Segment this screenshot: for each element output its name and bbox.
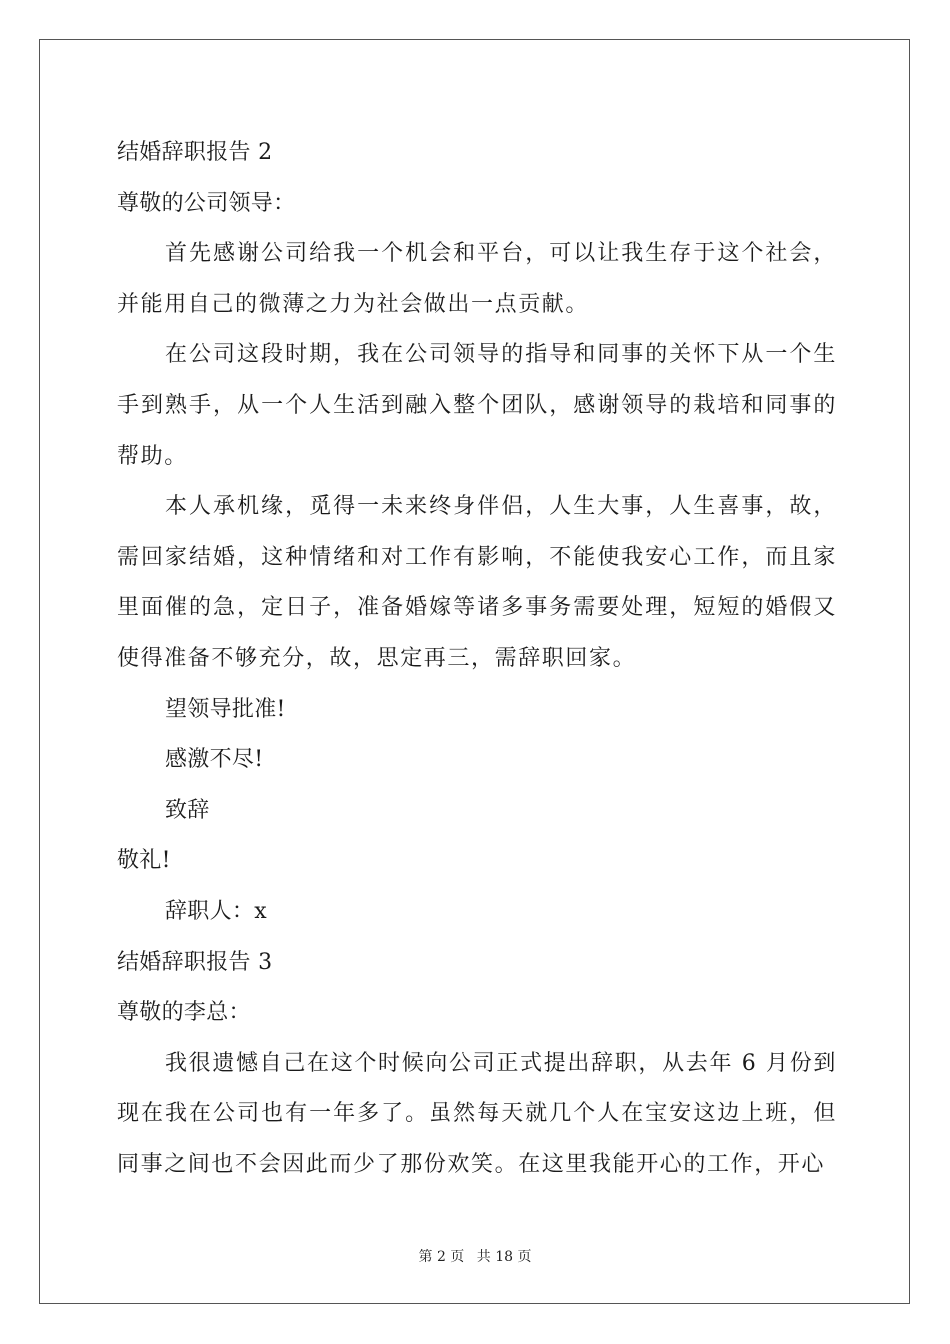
paragraph: 首先感谢公司给我一个机会和平台，可以让我生存于这个社会，并能用自己的微薄之力为社会做出一点贡献。 [117, 241, 837, 317]
paragraph: 在公司这段时期，我在公司领导的指导和同事的关怀下从一个生手到熟手，从一个人生活到融入整个团队，感谢领导的栽培和同事的帮助。 [117, 342, 837, 469]
page-number: 第 2 页 [418, 1249, 465, 1265]
signature: 辞职人：x [165, 898, 267, 924]
document-body [117, 128, 837, 1190]
page-total: 共 18 页 [476, 1249, 532, 1265]
salutation: 尊敬的公司领导： [117, 190, 296, 216]
section-title: 结婚辞职报告 3 [117, 949, 273, 975]
regards: 敬礼! [117, 848, 171, 874]
paragraph: 我很遗憾自己在这个时候向公司正式提出辞职，从去年 6 月份到现在我在公司也有一年多了。虽然每天就几个人在宝安这边上班，但同事之间也不会因此而少了那份欢笑。在这里我能开心的工作，开心 [117, 1050, 837, 1177]
page-footer [0, 1246, 950, 1266]
closing-line: 感激不尽! [165, 747, 264, 773]
closing-line: 望领导批准! [165, 696, 286, 722]
paragraph: 本人承机缘，觅得一未来终身伴侣，人生大事，人生喜事，故，需回家结婚，这种情绪和对工作有影响，不能使我安心工作，而且家里面催的急，定日子，准备婚嫁等诸多事务需要处理，短短的婚假又使得准备不够充分，故，思定再三，需辞职回家。 [117, 494, 837, 671]
section-title: 结婚辞职报告 2 [117, 140, 273, 165]
salutation: 尊敬的李总： [117, 1000, 251, 1026]
closing-line: 致辞 [165, 797, 210, 823]
